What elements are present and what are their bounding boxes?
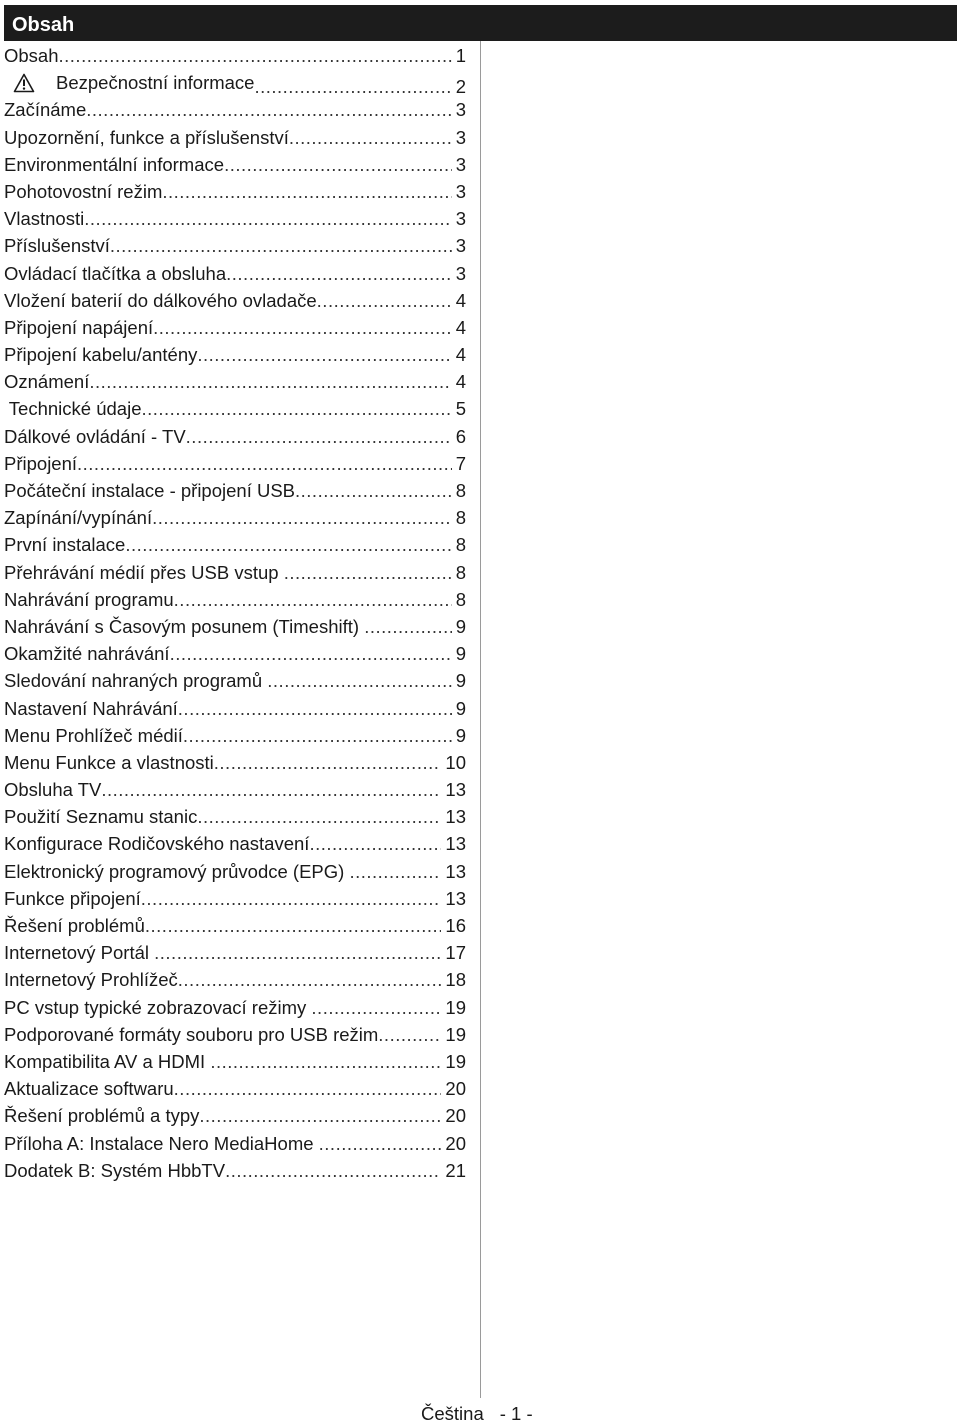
toc-entry-title-wrap (4, 1075, 174, 1102)
warning-icon (13, 73, 35, 93)
toc-entry[interactable] (4, 1157, 466, 1184)
toc-dot-leader (170, 640, 452, 667)
toc-dot-leader (101, 776, 441, 803)
toc-entry-page: 19 (445, 996, 466, 1018)
toc-entry-page: 3 (455, 262, 466, 284)
toc-entry-title: Kompatibilita AV a HDMI (4, 1050, 211, 1072)
toc-entry-title-wrap (4, 803, 197, 830)
toc-dot-leader (224, 151, 452, 178)
toc-entry-title-wrap (4, 96, 86, 123)
table-of-contents (4, 42, 466, 1184)
toc-dot-leader (162, 178, 451, 205)
toc-dot-leader (174, 1075, 442, 1102)
toc-entry-title-wrap (4, 966, 178, 993)
toc-entry-title: Zapínání/vypínání (4, 507, 153, 529)
toc-entry-page: 13 (445, 806, 466, 828)
toc-entry-page: 19 (445, 1023, 466, 1045)
toc-entry-page: 20 (445, 1132, 466, 1154)
toc-entry-page: 9 (455, 670, 466, 692)
toc-entry-title: Konfigurace Rodičovského nastavení (4, 833, 310, 855)
toc-entry-title: Menu Funkce a vlastnosti (4, 751, 214, 773)
toc-entry-title-wrap (4, 858, 349, 885)
toc-entry-page: 9 (455, 615, 466, 637)
toc-entry-title: Dodatek B: Systém HbbTV (4, 1159, 226, 1181)
toc-entry-title: Řešení problémů (4, 915, 145, 936)
toc-entry-title-wrap (4, 1048, 210, 1075)
toc-entry-title: Vložení baterií do dálkového ovladače (4, 289, 317, 311)
toc-entry-title: Řešení problémů a typy (4, 1105, 200, 1127)
toc-entry-page: 3 (455, 126, 466, 148)
toc-entry[interactable] (4, 395, 466, 422)
toc-entry-title: Aktualizace softwaru (4, 1078, 174, 1100)
toc-entry-page: 13 (445, 779, 466, 801)
toc-entry-page: 3 (455, 180, 466, 202)
toc-entry[interactable] (4, 912, 466, 939)
toc-entry[interactable] (4, 450, 466, 477)
toc-entry[interactable] (4, 205, 466, 232)
toc-entry-title: Menu Prohlížeč médií (4, 724, 183, 746)
toc-entry-title: Oznámení (4, 371, 90, 393)
toc-entry-title: Počáteční instalace - připojení USB (4, 480, 296, 501)
toc-entry-page: 3 (455, 235, 466, 257)
toc-dot-leader (311, 994, 441, 1021)
toc-entry[interactable] (4, 1130, 466, 1157)
toc-entry-title: Přehrávání médií přes USB vstup (4, 561, 284, 583)
toc-entry-page: 8 (455, 480, 466, 501)
toc-dot-leader (110, 232, 452, 259)
toc-dot-leader (319, 1130, 442, 1157)
toc-entry[interactable] (4, 695, 466, 722)
toc-entry-title-wrap (4, 531, 125, 558)
toc-entry-title: Začínáme (4, 99, 87, 121)
toc-entry-page: 4 (455, 371, 466, 393)
toc-entry[interactable] (4, 559, 466, 586)
toc-dot-leader (141, 885, 442, 912)
toc-entry-title-wrap (4, 314, 153, 341)
toc-dot-leader (199, 1102, 441, 1129)
toc-entry-title: Nahrávání programu (4, 588, 174, 610)
toc-entry-page: 3 (455, 99, 466, 121)
toc-entry-page: 9 (455, 697, 466, 719)
toc-entry[interactable] (4, 341, 466, 368)
toc-dot-leader (186, 423, 452, 450)
toc-entry[interactable] (4, 368, 466, 395)
toc-entry-title-wrap (4, 586, 174, 613)
toc-entry-title-wrap (4, 1102, 199, 1129)
toc-dot-leader (226, 260, 452, 287)
toc-entry-title: Technické údaje (4, 398, 142, 420)
toc-entry[interactable] (4, 966, 466, 993)
toc-entry[interactable] (4, 586, 466, 613)
toc-entry-title: Ovládací tlačítka a obsluha (4, 262, 227, 284)
toc-entry[interactable] (4, 640, 466, 667)
toc-entry-page: 4 (455, 289, 466, 311)
toc-dot-leader (89, 368, 451, 395)
toc-entry-title: Sledování nahraných programů (4, 670, 268, 692)
toc-entry[interactable] (4, 423, 466, 450)
toc-entry-title: Podporované formáty souboru pro USB režim (4, 1023, 379, 1045)
toc-entry-page: 4 (455, 344, 466, 366)
toc-entry-title: Okamžité nahrávání (4, 643, 170, 665)
toc-entry[interactable] (4, 1102, 466, 1129)
toc-dot-leader (289, 124, 452, 151)
toc-entry[interactable] (4, 124, 466, 151)
toc-entry[interactable] (4, 178, 466, 205)
toc-dot-leader (183, 722, 452, 749)
toc-entry[interactable] (4, 858, 466, 885)
toc-entry-title-wrap (4, 695, 178, 722)
toc-entry-title-wrap (4, 395, 141, 422)
toc-entry-page: 8 (455, 561, 466, 583)
toc-dot-leader (295, 477, 452, 504)
toc-entry-page: 8 (455, 588, 466, 610)
toc-entry[interactable] (4, 1048, 466, 1075)
toc-dot-leader (152, 504, 452, 531)
toc-entry-page: 17 (445, 942, 466, 964)
toc-entry-page: 16 (445, 915, 466, 936)
toc-entry-title: Funkce připojení (4, 887, 141, 909)
toc-entry-title: Upozornění, funkce a příslušenství (4, 126, 289, 148)
toc-entry-title-wrap (4, 749, 214, 776)
toc-dot-leader (197, 803, 441, 830)
toc-entry-page: 13 (445, 860, 466, 882)
toc-entry-page: 4 (455, 316, 466, 338)
footer-page-number: - 1 - (499, 1403, 533, 1424)
toc-dot-leader (317, 287, 452, 314)
toc-dot-leader (309, 830, 441, 857)
toc-entry-title-wrap (4, 994, 311, 1021)
toc-entry-page: 6 (455, 425, 466, 447)
section-title: Obsah (12, 14, 75, 36)
toc-entry[interactable] (4, 994, 466, 1021)
toc-dot-leader (178, 695, 452, 722)
toc-entry-title: Připojení napájení (4, 316, 154, 338)
footer-language: Čeština (421, 1403, 484, 1424)
toc-entry-title-wrap (4, 178, 162, 205)
toc-dot-leader (86, 96, 451, 123)
toc-entry-title: Bezpečnostní informace (56, 72, 255, 94)
toc-entry-page: 18 (445, 969, 466, 991)
toc-entry-title-wrap (4, 205, 84, 232)
toc-entry-title: Obsluha TV (4, 779, 102, 801)
toc-dot-leader (77, 450, 452, 477)
toc-entry[interactable] (4, 803, 466, 830)
toc-entry[interactable] (4, 69, 466, 96)
toc-entry-page: 20 (445, 1078, 466, 1100)
toc-entry-title-wrap (4, 260, 226, 287)
toc-dot-leader (145, 912, 442, 939)
toc-entry[interactable] (4, 151, 466, 178)
toc-entry-page: 3 (455, 208, 466, 230)
toc-dot-leader (178, 966, 442, 993)
toc-entry-page: 1 (455, 45, 466, 66)
toc-entry-title-wrap (4, 450, 77, 477)
toc-entry-page: 7 (455, 452, 466, 474)
toc-dot-leader (225, 1157, 441, 1184)
toc-entry[interactable] (4, 477, 466, 504)
toc-entry-title-wrap (4, 42, 59, 69)
toc-entry[interactable] (4, 232, 466, 259)
toc-entry-page: 5 (455, 398, 466, 420)
toc-entry-title: Připojení kabelu/antény (4, 344, 198, 366)
toc-dot-leader (153, 314, 452, 341)
toc-dot-leader (59, 42, 452, 69)
toc-entry-page: 3 (455, 153, 466, 175)
toc-entry[interactable] (4, 613, 466, 640)
toc-dot-leader (141, 395, 451, 422)
toc-entry-title-wrap (4, 69, 254, 96)
toc-entry[interactable] (4, 749, 466, 776)
toc-entry-title-wrap (4, 124, 289, 151)
toc-entry[interactable] (4, 1075, 466, 1102)
toc-entry-page: 21 (445, 1159, 466, 1181)
toc-entry-title-wrap (4, 287, 317, 314)
toc-entry-title: Dálkové ovládání - TV (4, 425, 186, 447)
toc-entry-title-wrap (4, 830, 309, 857)
toc-entry-page: 10 (445, 751, 466, 773)
toc-entry[interactable] (4, 314, 466, 341)
toc-entry-title-wrap (4, 939, 154, 966)
toc-entry-title-wrap (4, 559, 284, 586)
toc-entry[interactable] (4, 504, 466, 531)
toc-entry-title: Připojení (4, 452, 78, 474)
toc-entry-page: 2 (455, 75, 466, 97)
toc-entry-title: Internetový Prohlížeč (4, 969, 178, 991)
toc-dot-leader (364, 613, 452, 640)
toc-entry-title-wrap (4, 613, 364, 640)
toc-entry[interactable] (4, 939, 466, 966)
toc-dot-leader (214, 749, 442, 776)
toc-entry-title: Internetový Portál (4, 942, 155, 964)
toc-entry-title-wrap (4, 885, 141, 912)
toc-dot-leader (349, 858, 441, 885)
toc-entry-page: 13 (445, 833, 466, 855)
toc-entry-title-wrap (4, 232, 110, 259)
toc-entry-page: 9 (455, 643, 466, 665)
toc-entry-title: PC vstup typické zobrazovací režimy (4, 996, 312, 1018)
toc-dot-leader (378, 1021, 441, 1048)
toc-entry-page: 9 (455, 724, 466, 746)
toc-entry-title-wrap (4, 1130, 319, 1157)
toc-dot-leader (254, 73, 451, 97)
toc-entry-title: Nahrávání s Časovým posunem (Timeshift) (4, 615, 365, 637)
toc-entry[interactable] (4, 42, 466, 69)
toc-entry[interactable] (4, 531, 466, 558)
toc-dot-leader (125, 531, 451, 558)
toc-entry-title-wrap (4, 368, 89, 395)
toc-dot-leader (284, 559, 452, 586)
toc-entry-title-wrap (4, 776, 101, 803)
toc-entry-title: Nastavení Nahrávání (4, 697, 178, 719)
toc-dot-leader (84, 205, 451, 232)
toc-dot-leader (197, 341, 451, 368)
toc-entry-title-wrap (4, 504, 152, 531)
column-divider (480, 41, 481, 1398)
toc-entry-title: Obsah (4, 45, 59, 66)
toc-dot-leader (210, 1048, 441, 1075)
toc-entry-title: Vlastnosti (4, 208, 85, 230)
toc-entry-title-wrap (4, 640, 170, 667)
toc-entry-title: Elektronický programový průvodce (EPG) (4, 860, 350, 882)
toc-entry-page: 13 (445, 887, 466, 909)
toc-dot-leader (267, 667, 451, 694)
toc-entry[interactable] (4, 722, 466, 749)
toc-entry-title: Environmentální informace (4, 153, 225, 175)
toc-entry-title: Příloha A: Instalace Nero MediaHome (4, 1132, 319, 1154)
toc-dot-leader (154, 939, 441, 966)
toc-entry[interactable] (4, 96, 466, 123)
toc-entry-page: 20 (445, 1105, 466, 1127)
toc-entry-title-wrap (4, 722, 183, 749)
toc-entry[interactable] (4, 776, 466, 803)
toc-entry-title-wrap (4, 477, 295, 504)
toc-entry-title: První instalace (4, 534, 126, 556)
toc-entry-title-wrap (4, 341, 197, 368)
toc-entry-title-wrap (4, 667, 267, 694)
toc-entry[interactable] (4, 830, 466, 857)
page-footer (421, 1403, 533, 1425)
toc-entry-page: 19 (445, 1050, 466, 1072)
toc-entry-title-wrap (4, 151, 224, 178)
toc-entry-title: Příslušenství (4, 235, 110, 257)
toc-entry-title: Použití Seznamu stanic (4, 806, 198, 828)
toc-entry[interactable] (4, 1021, 466, 1048)
toc-entry-title-wrap (4, 1021, 378, 1048)
toc-entry-page: 8 (455, 534, 466, 556)
toc-entry[interactable] (4, 260, 466, 287)
toc-entry[interactable] (4, 667, 466, 694)
toc-dot-leader (174, 586, 452, 613)
toc-entry-page: 8 (455, 507, 466, 529)
toc-entry[interactable] (4, 885, 466, 912)
toc-entry-title-wrap (4, 1157, 225, 1184)
toc-entry-title-wrap (4, 423, 186, 450)
section-header (4, 5, 957, 41)
toc-entry-title-wrap (4, 912, 145, 939)
toc-entry-title: Pohotovostní režim (4, 180, 163, 202)
toc-entry[interactable] (4, 287, 466, 314)
